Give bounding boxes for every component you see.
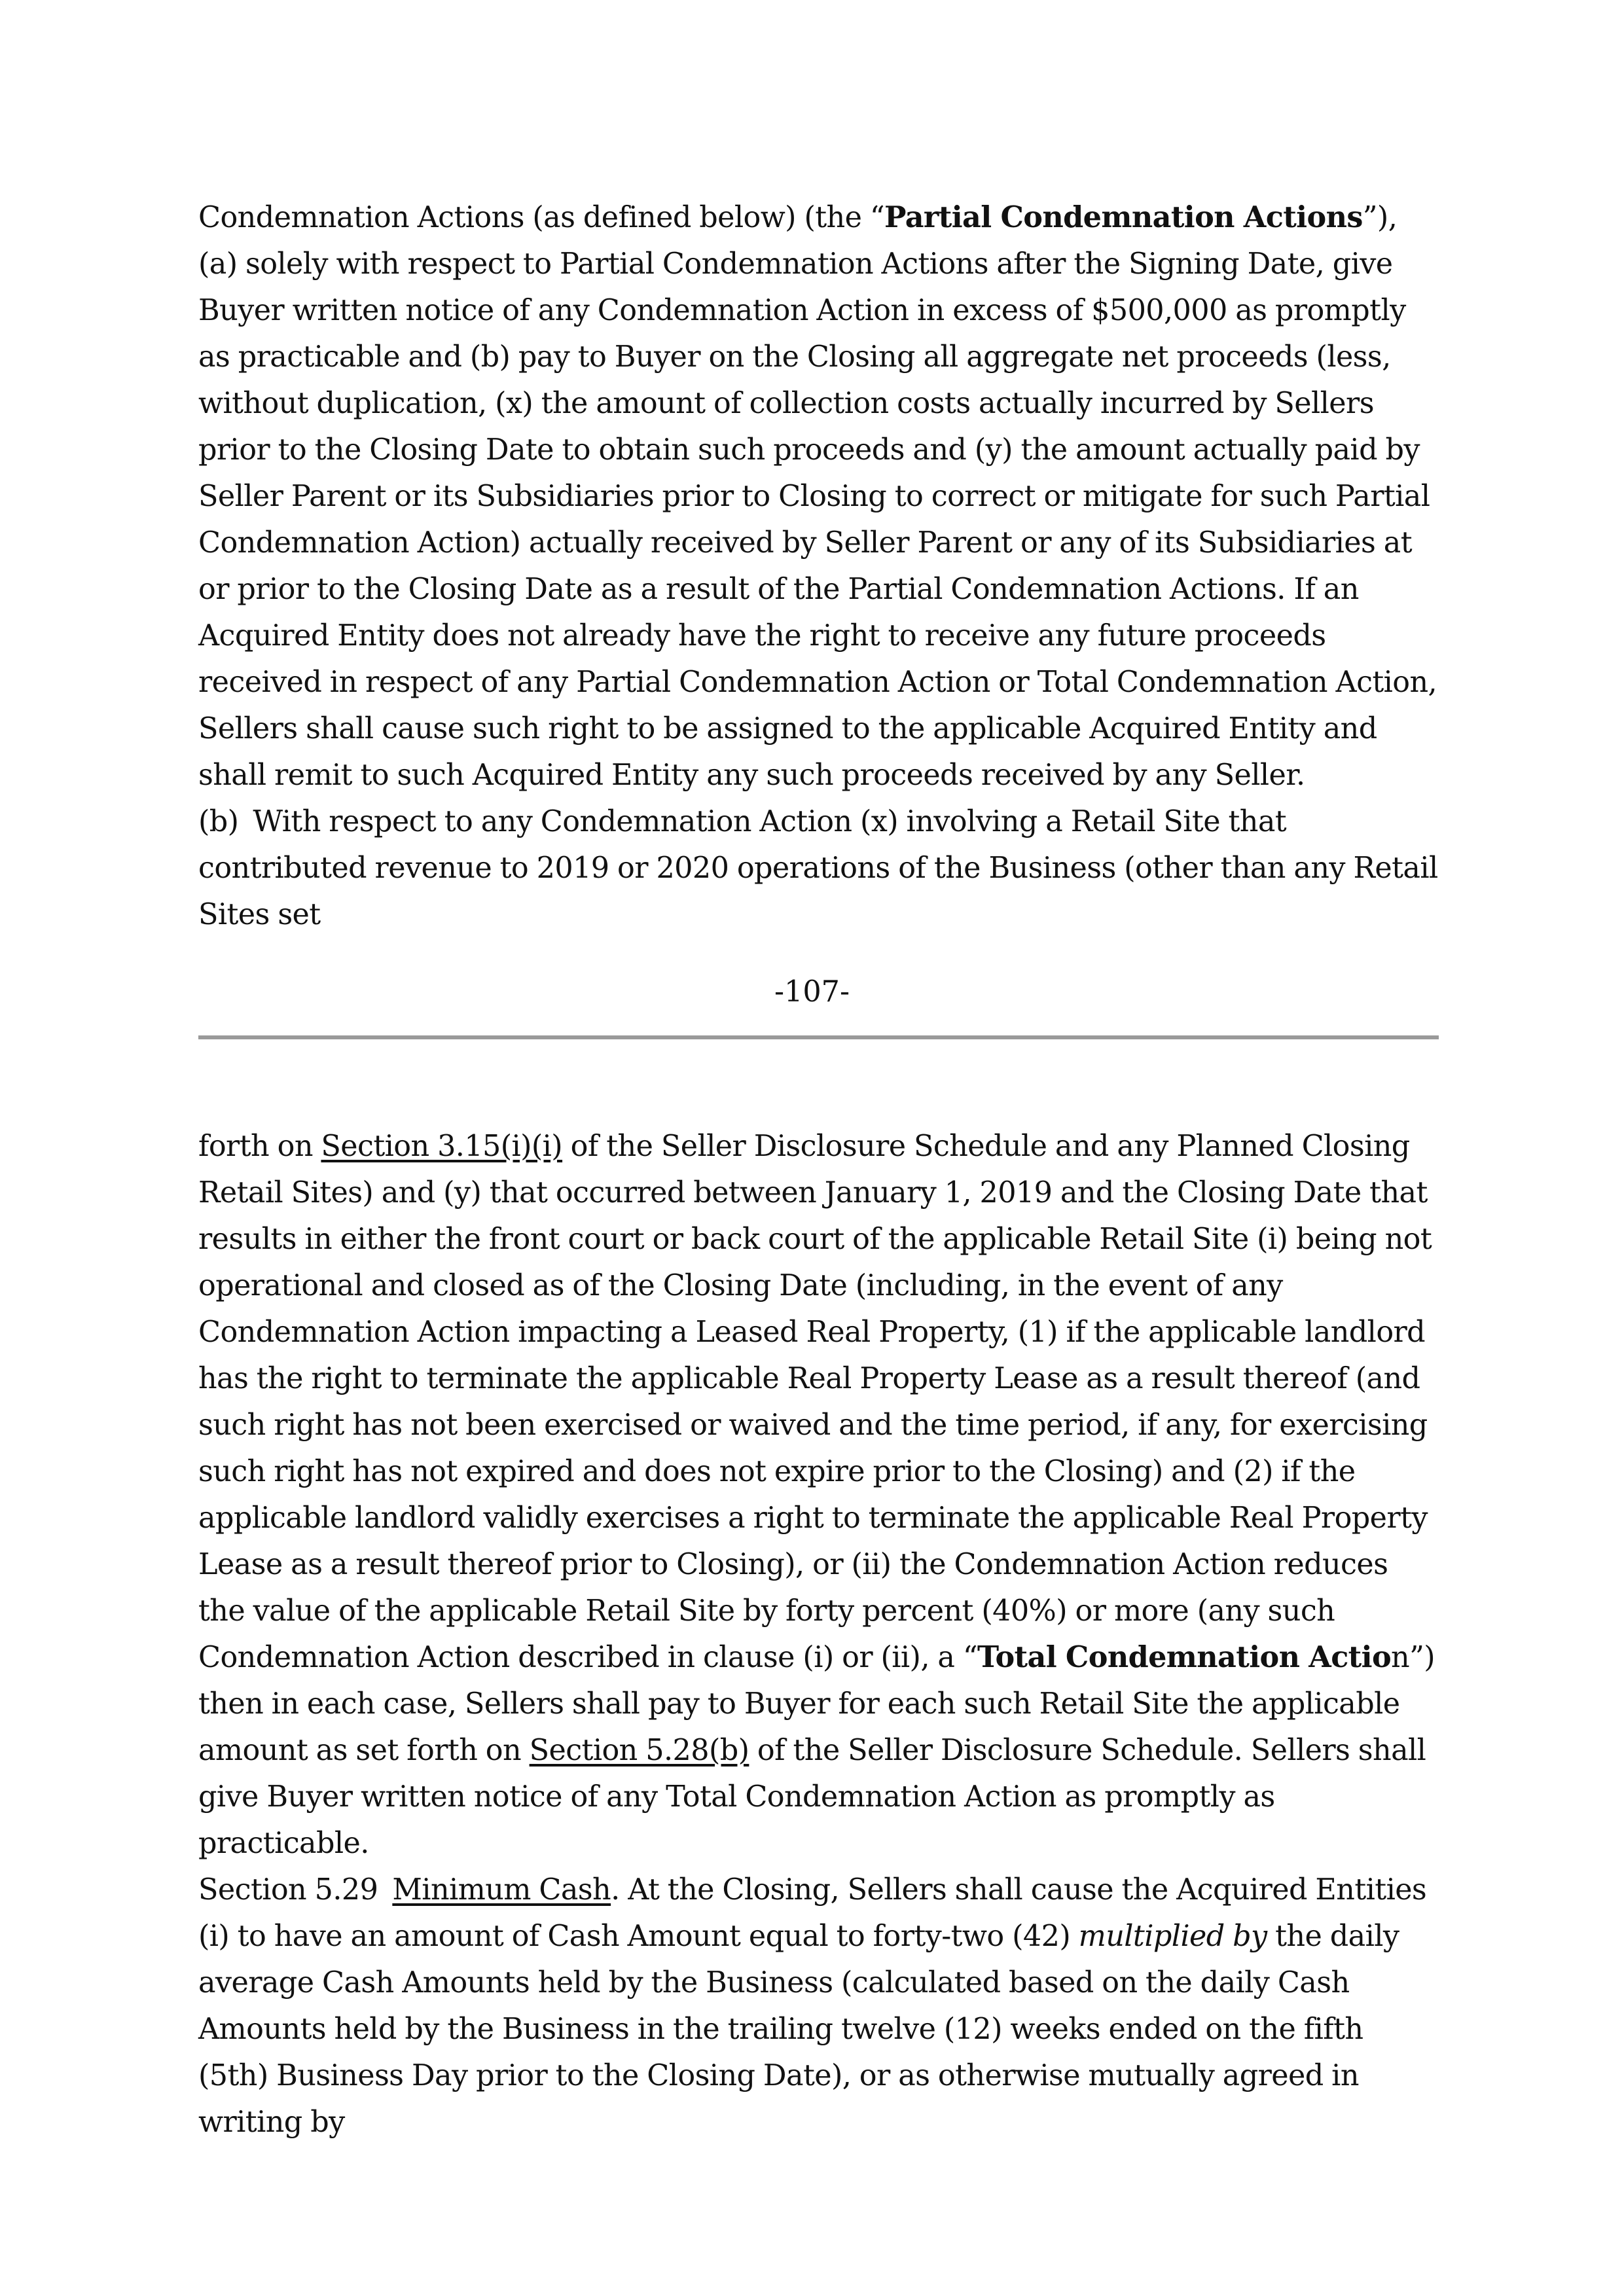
page-108-body	[198, 1123, 1439, 2145]
subsection-b-paragraph: (b) With respect to any Condemnation Action (x) involving a Retail Site that contributed revenue to 2019 or 2020 operations of the Business (other than any Retail Sites set	[198, 805, 1438, 931]
section-5-28b-reference: Section 5.28(b)	[529, 1734, 749, 1767]
page-107-body	[198, 194, 1439, 938]
minimum-cash-paragraph: Section 5.29 Minimum Cash. At the Closing, Sellers shall cause the Acquired Entities (i) to have an amount of Cash Amount equal to forty-two (42) multiplied by the daily average Cash Amounts held by the Business (calculated based on the daily Cash Amounts held by the Business in the trailing twelve (12) weeks ended on the fifth (5th) Business Day prior to the Closing Date), or as otherwise mutually agreed in writing by	[198, 1873, 1427, 2139]
page-divider	[198, 1035, 1439, 1039]
section-5-29-number: Section 5.29	[198, 1873, 378, 1907]
total-condemnation-paragraph: forth on Section 3.15(i)(i) of the Seller Disclosure Schedule and any Planned Closing Retail Sites) and (y) that occurred between January 1, 2019 and the Closing Date that results in either the front court or back court of the applicable Retail Site (i) being not operational and closed as of the Closing Date (including, in the event of any Condemnation Action impacting a Leased Real Property, (1) if the applicable landlord has the right to terminate the applicable Real Property Lease as a result thereof (and such right has not been exercised or waived and the time period, if any, for exercising such right has not expired and does not expire prior to the Closing) and (2) if the applicable landlord validly exercises a right to terminate the applicable Real Property Lease as a result thereof prior to Closing), or (ii) the Condemnation Action reduces the value of the applicable Retail Site by forty percent (40%) or more (any such Condemnation Action described in clause (i) or (ii), a “Total Condemnation Action”) then in each case, Sellers shall pay to Buyer for each such Retail Site the applicable amount as set forth on Section 5.28(b) of the Seller Disclosure Schedule. Sellers shall give Buyer written notice of any Total Condemnation Action as promptly as practicable.	[198, 1130, 1435, 1860]
defined-term-partial-condemnation-actions: Partial Condemnation Actions	[884, 200, 1363, 234]
page-number: -107-	[774, 975, 850, 1009]
section-3-15-reference: Section 3.15(i)(i)	[321, 1130, 563, 1163]
partial-condemnation-paragraph: Condemnation Actions (as defined below) (the “Partial Condemnation Actions”), (a) solely with respect to Partial Condemnation Actions after the Signing Date, give Buyer written notice of any Condemnation Action in excess of $500,000 as promptly as practicable and (b) pay to Buyer on the Closing all aggregate net proceeds (less, without duplication, (x) the amount of collection costs actually incurred by Sellers prior to the Closing Date to obtain such proceeds and (y) the amount actually paid by Seller Parent or its Subsidiaries prior to Closing to correct or mitigate for such Partial Condemnation Action) actually received by Seller Parent or any of its Subsidiaries at or prior to the Closing Date as a result of the Partial Condemnation Actions. If an Acquired Entity does not already have the right to receive any future proceeds received in respect of any Partial Condemnation Action or Total Condemnation Action, Sellers shall cause such right to be assigned to the applicable Acquired Entity and shall remit to such Acquired Entity any such proceeds received by any Seller.	[198, 200, 1437, 792]
minimum-cash-heading: Minimum Cash	[392, 1873, 611, 1907]
multiplied-by-term: multiplied by	[1078, 1920, 1267, 1953]
defined-term-total-condemnation-action: Total Condemnation Actio	[977, 1640, 1392, 1674]
subsection-b-label: (b)	[198, 805, 239, 838]
